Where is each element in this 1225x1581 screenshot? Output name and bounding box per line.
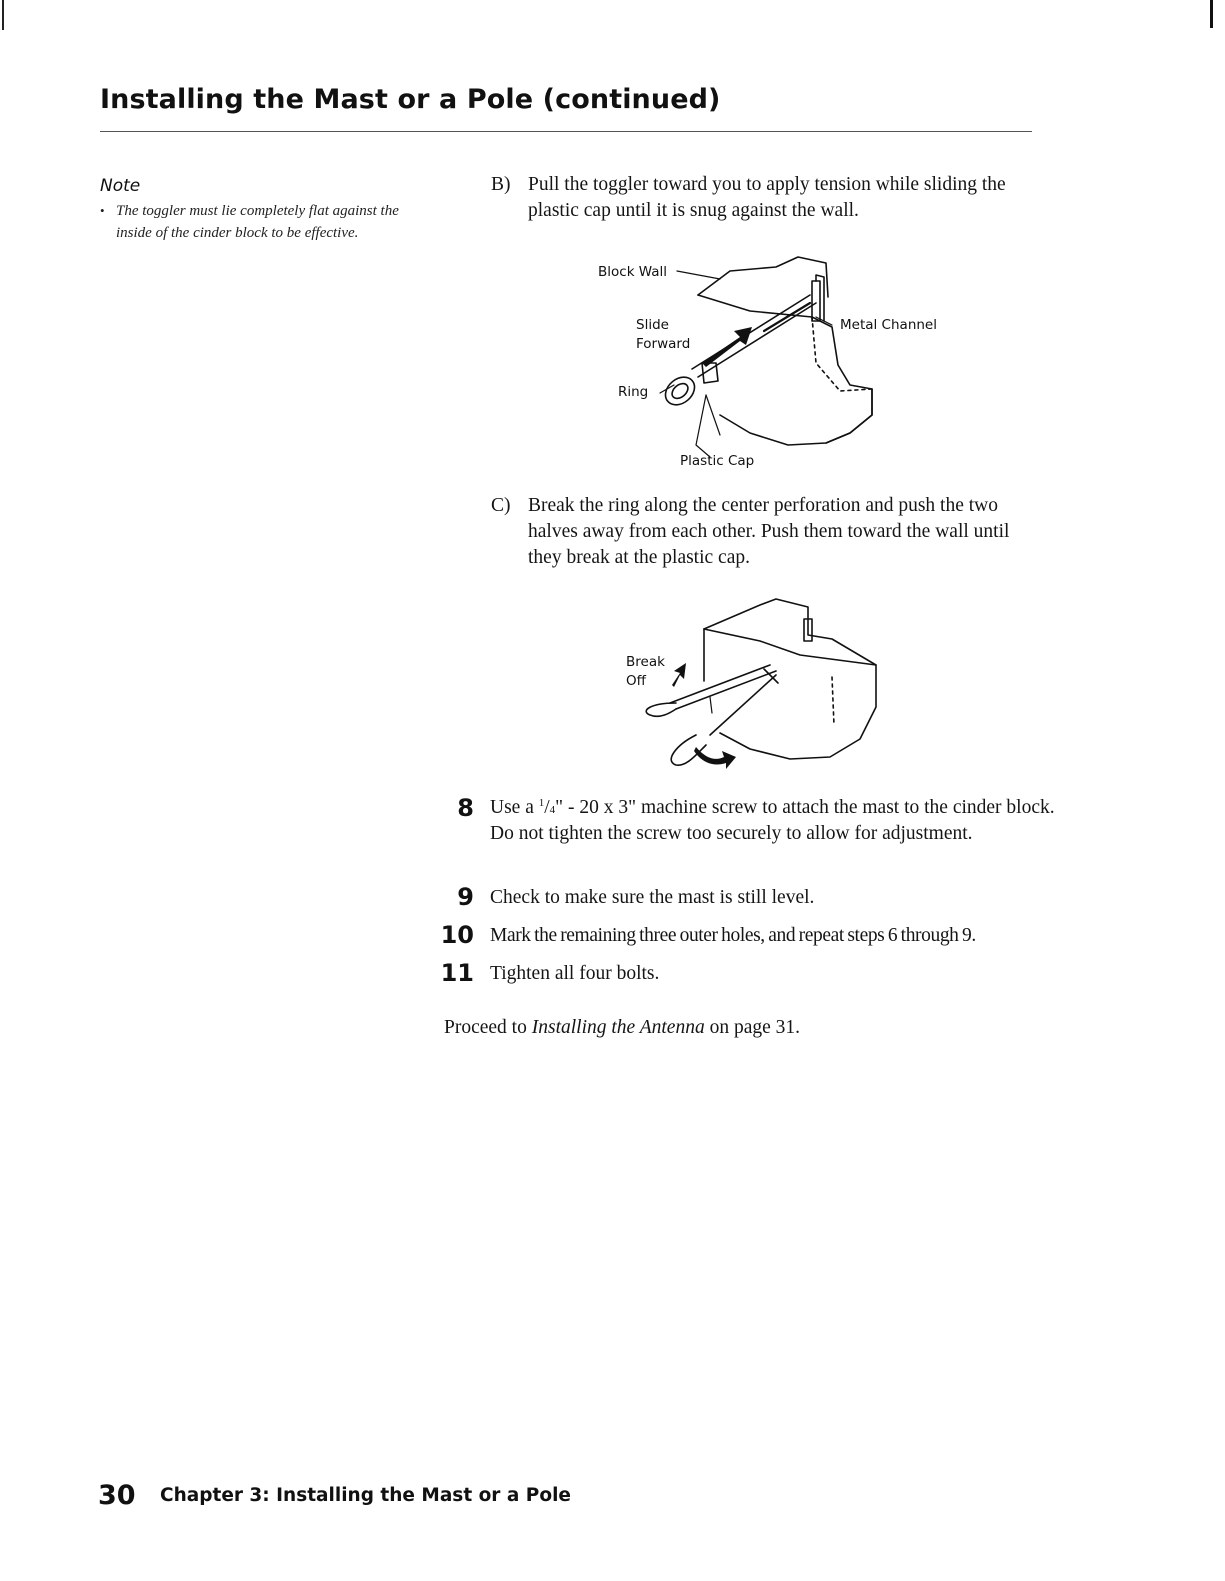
leader-line — [706, 395, 720, 435]
toggler-strap — [676, 671, 776, 709]
ring-half — [646, 703, 676, 716]
step-text: Check to make sure the mast is still level. — [490, 887, 815, 908]
step-text — [490, 795, 1070, 847]
toggler-strap — [764, 303, 810, 331]
proceed-reference: Installing the Antenna — [531, 1017, 705, 1038]
figure-toggler-slide — [580, 245, 1000, 475]
step-text: Tighten all four bolts. — [490, 963, 660, 984]
leader-line — [696, 395, 710, 457]
substep-text: Break the ring along the center perforation and push the two halves away from each other. Push them toward the wall until they break at the plastic cap. — [528, 495, 1010, 568]
fraction-separator: / — [544, 797, 550, 818]
label-forward: Forward — [636, 336, 691, 352]
bullet-icon: • — [100, 203, 105, 218]
ring — [660, 372, 700, 411]
ring — [669, 381, 691, 402]
step-number: 10 — [440, 921, 474, 949]
label-metal-channel: Metal Channel — [840, 317, 937, 333]
fraction-numerator: 1 — [538, 797, 545, 809]
ring-half — [671, 735, 706, 765]
leader-line — [677, 271, 720, 279]
label-break: Break — [626, 654, 665, 670]
proceed-suffix: on page 31. — [704, 1017, 801, 1038]
step-number: 9 — [457, 883, 474, 911]
label-off: Off — [626, 673, 646, 689]
chapter-footer: Chapter 3: Installing the Mast or a Pole — [160, 1485, 571, 1506]
step-number: 11 — [440, 959, 474, 987]
metal-channel — [812, 281, 820, 321]
block-outline — [704, 629, 876, 759]
scan-edge-mark — [1210, 0, 1213, 28]
label-slide: Slide — [636, 317, 669, 333]
substep-letter: B) — [491, 174, 511, 195]
break-ring-illustration — [580, 585, 1000, 775]
title-divider — [100, 131, 1032, 132]
step-number: 8 — [457, 794, 474, 822]
block-side — [826, 389, 872, 443]
block-outline — [704, 599, 876, 665]
fraction-denominator: 4 — [549, 804, 556, 816]
label-ring: Ring — [618, 384, 649, 400]
scan-edge-mark — [2, 0, 4, 30]
note-item-text: The toggler must lie completely flat against the inside of the cinder block to be effective. — [116, 203, 399, 241]
substep-letter: C) — [491, 495, 511, 516]
block-hidden-edge — [832, 677, 834, 725]
page-title: Installing the Mast or a Pole (continued) — [100, 84, 721, 115]
block-outline — [698, 257, 828, 297]
leader-line — [710, 697, 712, 713]
step-text-part: " - 20 x 3" machine screw to attach the mast to the cinder block. Do not tighten the screw too securely to allow for adjustment. — [490, 797, 1055, 844]
toggler-slide-illustration — [580, 245, 1000, 475]
substep-text: Pull the toggler toward you to apply tension while sliding the plastic cap until it is snug against the wall. — [528, 174, 1006, 221]
label-block-wall: Block Wall — [598, 264, 668, 280]
note-item — [100, 200, 400, 244]
note-heading: Note — [100, 176, 141, 196]
step-text: Mark the remaining three outer holes, and repeat steps 6 through 9. — [490, 925, 976, 946]
step-text-part: Use a — [490, 797, 539, 818]
note-list — [100, 200, 400, 244]
break-arrow-icon — [672, 663, 686, 687]
page-number: 30 — [98, 1480, 136, 1511]
proceed-prefix: Proceed to — [444, 1017, 532, 1038]
figure-break-ring — [580, 585, 1000, 775]
label-plastic-cap: Plastic Cap — [680, 453, 755, 469]
proceed-text — [444, 1015, 1044, 1041]
